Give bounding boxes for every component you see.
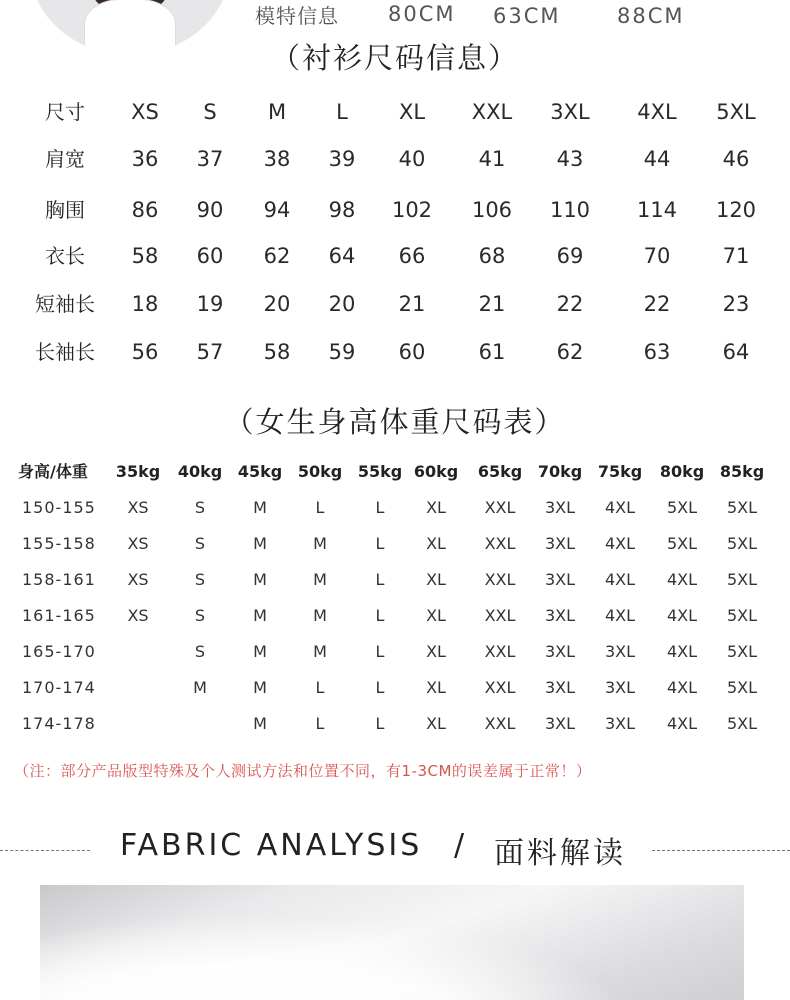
size-cell: 59: [328, 340, 356, 364]
weight-cell: XL: [426, 606, 446, 625]
weight-cell: L: [315, 714, 325, 733]
weight-size-table: [0, 455, 790, 743]
size-row: [0, 190, 790, 238]
weight-cell: 4XL: [666, 570, 698, 589]
weight-header-cell: 45kg: [237, 462, 283, 481]
size-cell: 60: [196, 244, 224, 268]
size-cell: 114: [636, 198, 678, 222]
size-cell: 39: [328, 147, 356, 171]
size-cell: 58: [131, 244, 159, 268]
weight-cell: 5XL: [726, 570, 758, 589]
weight-cell: XL: [426, 534, 446, 553]
weight-cell: 4XL: [666, 678, 698, 697]
size-cell: 98: [328, 198, 356, 222]
weight-cell: M: [253, 642, 267, 661]
size-cell: 66: [398, 244, 426, 268]
size-cell: 21: [398, 292, 426, 316]
weight-cell: L: [375, 534, 385, 553]
fabric-title-en: FABRIC ANALYSIS: [120, 828, 423, 863]
size-cell: 37: [196, 147, 224, 171]
weight-cell: 4XL: [604, 570, 636, 589]
weight-cell: XXL: [484, 606, 516, 625]
weight-cell: L: [375, 498, 385, 517]
weight-cell: 5XL: [666, 534, 698, 553]
weight-header-cell: 85kg: [719, 462, 765, 481]
weight-cell: XS: [127, 534, 149, 553]
size-row: [0, 284, 790, 332]
weight-header-label: 身高/体重: [18, 462, 88, 481]
size-cell: 36: [131, 147, 159, 171]
size-cell: 58: [263, 340, 291, 364]
weight-table-title: （女生身高体重尺码表）: [224, 405, 566, 439]
weight-row-label: 165-170: [22, 642, 96, 661]
weight-cell: M: [313, 570, 327, 589]
weight-cell: L: [375, 714, 385, 733]
weight-cell: 3XL: [544, 678, 576, 697]
weight-cell: [106, 635, 170, 669]
weight-cell: XL: [426, 570, 446, 589]
weight-cell: [106, 707, 170, 741]
weight-cell: XL: [426, 714, 446, 733]
weight-cell: 5XL: [726, 642, 758, 661]
weight-cell: 3XL: [544, 534, 576, 553]
size-cell: 56: [131, 340, 159, 364]
weight-row-label: 174-178: [22, 714, 96, 733]
weight-row-label: 161-165: [22, 606, 96, 625]
size-header-cell: XL: [398, 100, 426, 124]
weight-cell: M: [253, 570, 267, 589]
shirt-size-title: （衬衫尺码信息）: [270, 41, 519, 75]
fabric-title-cn: 面料解读: [494, 836, 626, 871]
weight-cell: XXL: [484, 570, 516, 589]
weight-row: [0, 527, 790, 563]
weight-cell: 4XL: [604, 498, 636, 517]
weight-cell: 5XL: [726, 714, 758, 733]
weight-cell: L: [375, 570, 385, 589]
weight-cell: 3XL: [544, 714, 576, 733]
weight-row: [0, 563, 790, 599]
size-cell: 94: [263, 198, 291, 222]
weight-cell: M: [253, 606, 267, 625]
weight-cell: M: [253, 534, 267, 553]
weight-cell: 3XL: [544, 642, 576, 661]
weight-row-label: 158-161: [22, 570, 96, 589]
weight-cell: M: [253, 678, 267, 697]
weight-header-cell: 35kg: [115, 462, 161, 481]
size-row-label: 短袖长: [35, 292, 95, 316]
size-cell: 110: [549, 198, 591, 222]
size-cell: 38: [263, 147, 291, 171]
size-row: [0, 236, 790, 284]
weight-header-cell: 70kg: [537, 462, 583, 481]
fabric-title-slash: /: [454, 828, 465, 863]
weight-header-cell: 55kg: [357, 462, 403, 481]
size-row-label: 胸围: [45, 198, 85, 222]
size-cell: 90: [196, 198, 224, 222]
size-cell: 43: [556, 147, 584, 171]
weight-cell: L: [315, 498, 325, 517]
size-cell: 120: [715, 198, 757, 222]
size-cell: 18: [131, 292, 159, 316]
weight-cell: M: [313, 534, 327, 553]
size-cell: 71: [722, 244, 750, 268]
size-cell: 46: [722, 147, 750, 171]
size-row-label: 衣长: [45, 244, 85, 268]
size-cell: 21: [478, 292, 506, 316]
size-cell: 62: [263, 244, 291, 268]
size-cell: 86: [131, 198, 159, 222]
weight-cell: XS: [127, 606, 149, 625]
model-value-3: 88CM: [617, 4, 685, 28]
size-header-cell: L: [336, 100, 348, 124]
weight-cell: XXL: [484, 498, 516, 517]
size-row: [0, 332, 790, 380]
weight-cell: [168, 707, 232, 741]
size-header-cell: 5XL: [716, 100, 756, 124]
weight-cell: L: [375, 606, 385, 625]
note-text: （注：部分产品版型特殊及个人测试方法和位置不同，有1-3CM的误差属于正常！）: [14, 762, 592, 780]
weight-cell: XXL: [484, 678, 516, 697]
size-header-cell: M: [267, 100, 287, 124]
size-cell: 60: [398, 340, 426, 364]
fabric-header: [0, 826, 790, 870]
weight-cell: 3XL: [604, 714, 636, 733]
size-cell: 69: [556, 244, 584, 268]
model-value-2: 63CM: [493, 4, 561, 28]
size-header-cell: S: [203, 100, 217, 124]
size-row-label: 长袖长: [35, 340, 95, 364]
weight-header-cell: 75kg: [597, 462, 643, 481]
weight-cell: S: [194, 534, 206, 553]
weight-cell: XS: [127, 570, 149, 589]
size-header-cell: XS: [131, 100, 159, 124]
weight-cell: XXL: [484, 714, 516, 733]
weight-cell: 4XL: [666, 714, 698, 733]
weight-header-cell: 80kg: [659, 462, 705, 481]
size-cell: 64: [328, 244, 356, 268]
size-cell: 68: [478, 244, 506, 268]
size-cell: 23: [722, 292, 750, 316]
size-cell: 20: [263, 292, 291, 316]
weight-row: [0, 491, 790, 527]
weight-cell: M: [193, 678, 207, 697]
divider-right: [652, 850, 790, 851]
weight-cell: 4XL: [666, 606, 698, 625]
size-cell: 41: [478, 147, 506, 171]
weight-cell: XL: [426, 498, 446, 517]
weight-header-cell: 65kg: [477, 462, 523, 481]
weight-cell: XS: [127, 498, 149, 517]
weight-cell: M: [313, 642, 327, 661]
weight-cell: S: [194, 570, 206, 589]
size-cell: 106: [471, 198, 513, 222]
model-info-label: 模特信息: [255, 4, 339, 28]
fabric-photo: [40, 885, 744, 1000]
model-value-1: 80CM: [388, 2, 456, 26]
size-cell: 19: [196, 292, 224, 316]
size-header-row: [0, 92, 790, 140]
weight-row-label: 170-174: [22, 678, 96, 697]
size-cell: 22: [643, 292, 671, 316]
weight-cell: [106, 671, 170, 705]
weight-cell: XL: [426, 678, 446, 697]
size-cell: 63: [643, 340, 671, 364]
weight-cell: M: [313, 606, 327, 625]
size-cell: 22: [556, 292, 584, 316]
size-row-label: 肩宽: [45, 147, 85, 171]
weight-cell: 3XL: [604, 642, 636, 661]
weight-cell: M: [253, 498, 267, 517]
weight-header-cell: 50kg: [297, 462, 343, 481]
size-header-cell: 4XL: [637, 100, 677, 124]
size-row: [0, 139, 790, 187]
weight-row: [0, 635, 790, 671]
weight-cell: S: [194, 642, 206, 661]
size-header-cell: XXL: [471, 100, 513, 124]
weight-cell: 4XL: [666, 642, 698, 661]
weight-cell: L: [375, 678, 385, 697]
size-cell: 44: [643, 147, 671, 171]
weight-cell: 3XL: [544, 498, 576, 517]
weight-cell: S: [194, 498, 206, 517]
weight-cell: L: [375, 642, 385, 661]
weight-cell: XL: [426, 642, 446, 661]
weight-cell: XXL: [484, 642, 516, 661]
weight-header-cell: 60kg: [413, 462, 459, 481]
size-cell: 20: [328, 292, 356, 316]
weight-cell: 3XL: [544, 570, 576, 589]
weight-header-row: [0, 455, 790, 491]
size-cell: 62: [556, 340, 584, 364]
weight-row: [0, 707, 790, 743]
weight-cell: 5XL: [666, 498, 698, 517]
size-cell: 70: [643, 244, 671, 268]
size-header-label: 尺寸: [45, 100, 85, 124]
size-cell: 57: [196, 340, 224, 364]
size-cell: 61: [478, 340, 506, 364]
divider-left: [0, 850, 90, 851]
weight-cell: 3XL: [604, 678, 636, 697]
weight-row-label: 150-155: [22, 498, 96, 517]
size-cell: 40: [398, 147, 426, 171]
weight-cell: 3XL: [544, 606, 576, 625]
weight-row-label: 155-158: [22, 534, 96, 553]
weight-row: [0, 599, 790, 635]
weight-cell: S: [194, 606, 206, 625]
size-cell: 102: [391, 198, 433, 222]
weight-cell: L: [315, 678, 325, 697]
size-header-cell: 3XL: [550, 100, 590, 124]
weight-cell: 5XL: [726, 606, 758, 625]
weight-cell: M: [253, 714, 267, 733]
size-cell: 64: [722, 340, 750, 364]
weight-cell: XXL: [484, 534, 516, 553]
weight-cell: 5XL: [726, 678, 758, 697]
weight-cell: 5XL: [726, 534, 758, 553]
weight-header-cell: 40kg: [177, 462, 223, 481]
weight-cell: 4XL: [604, 606, 636, 625]
weight-row: [0, 671, 790, 707]
weight-cell: 5XL: [726, 498, 758, 517]
weight-cell: 4XL: [604, 534, 636, 553]
